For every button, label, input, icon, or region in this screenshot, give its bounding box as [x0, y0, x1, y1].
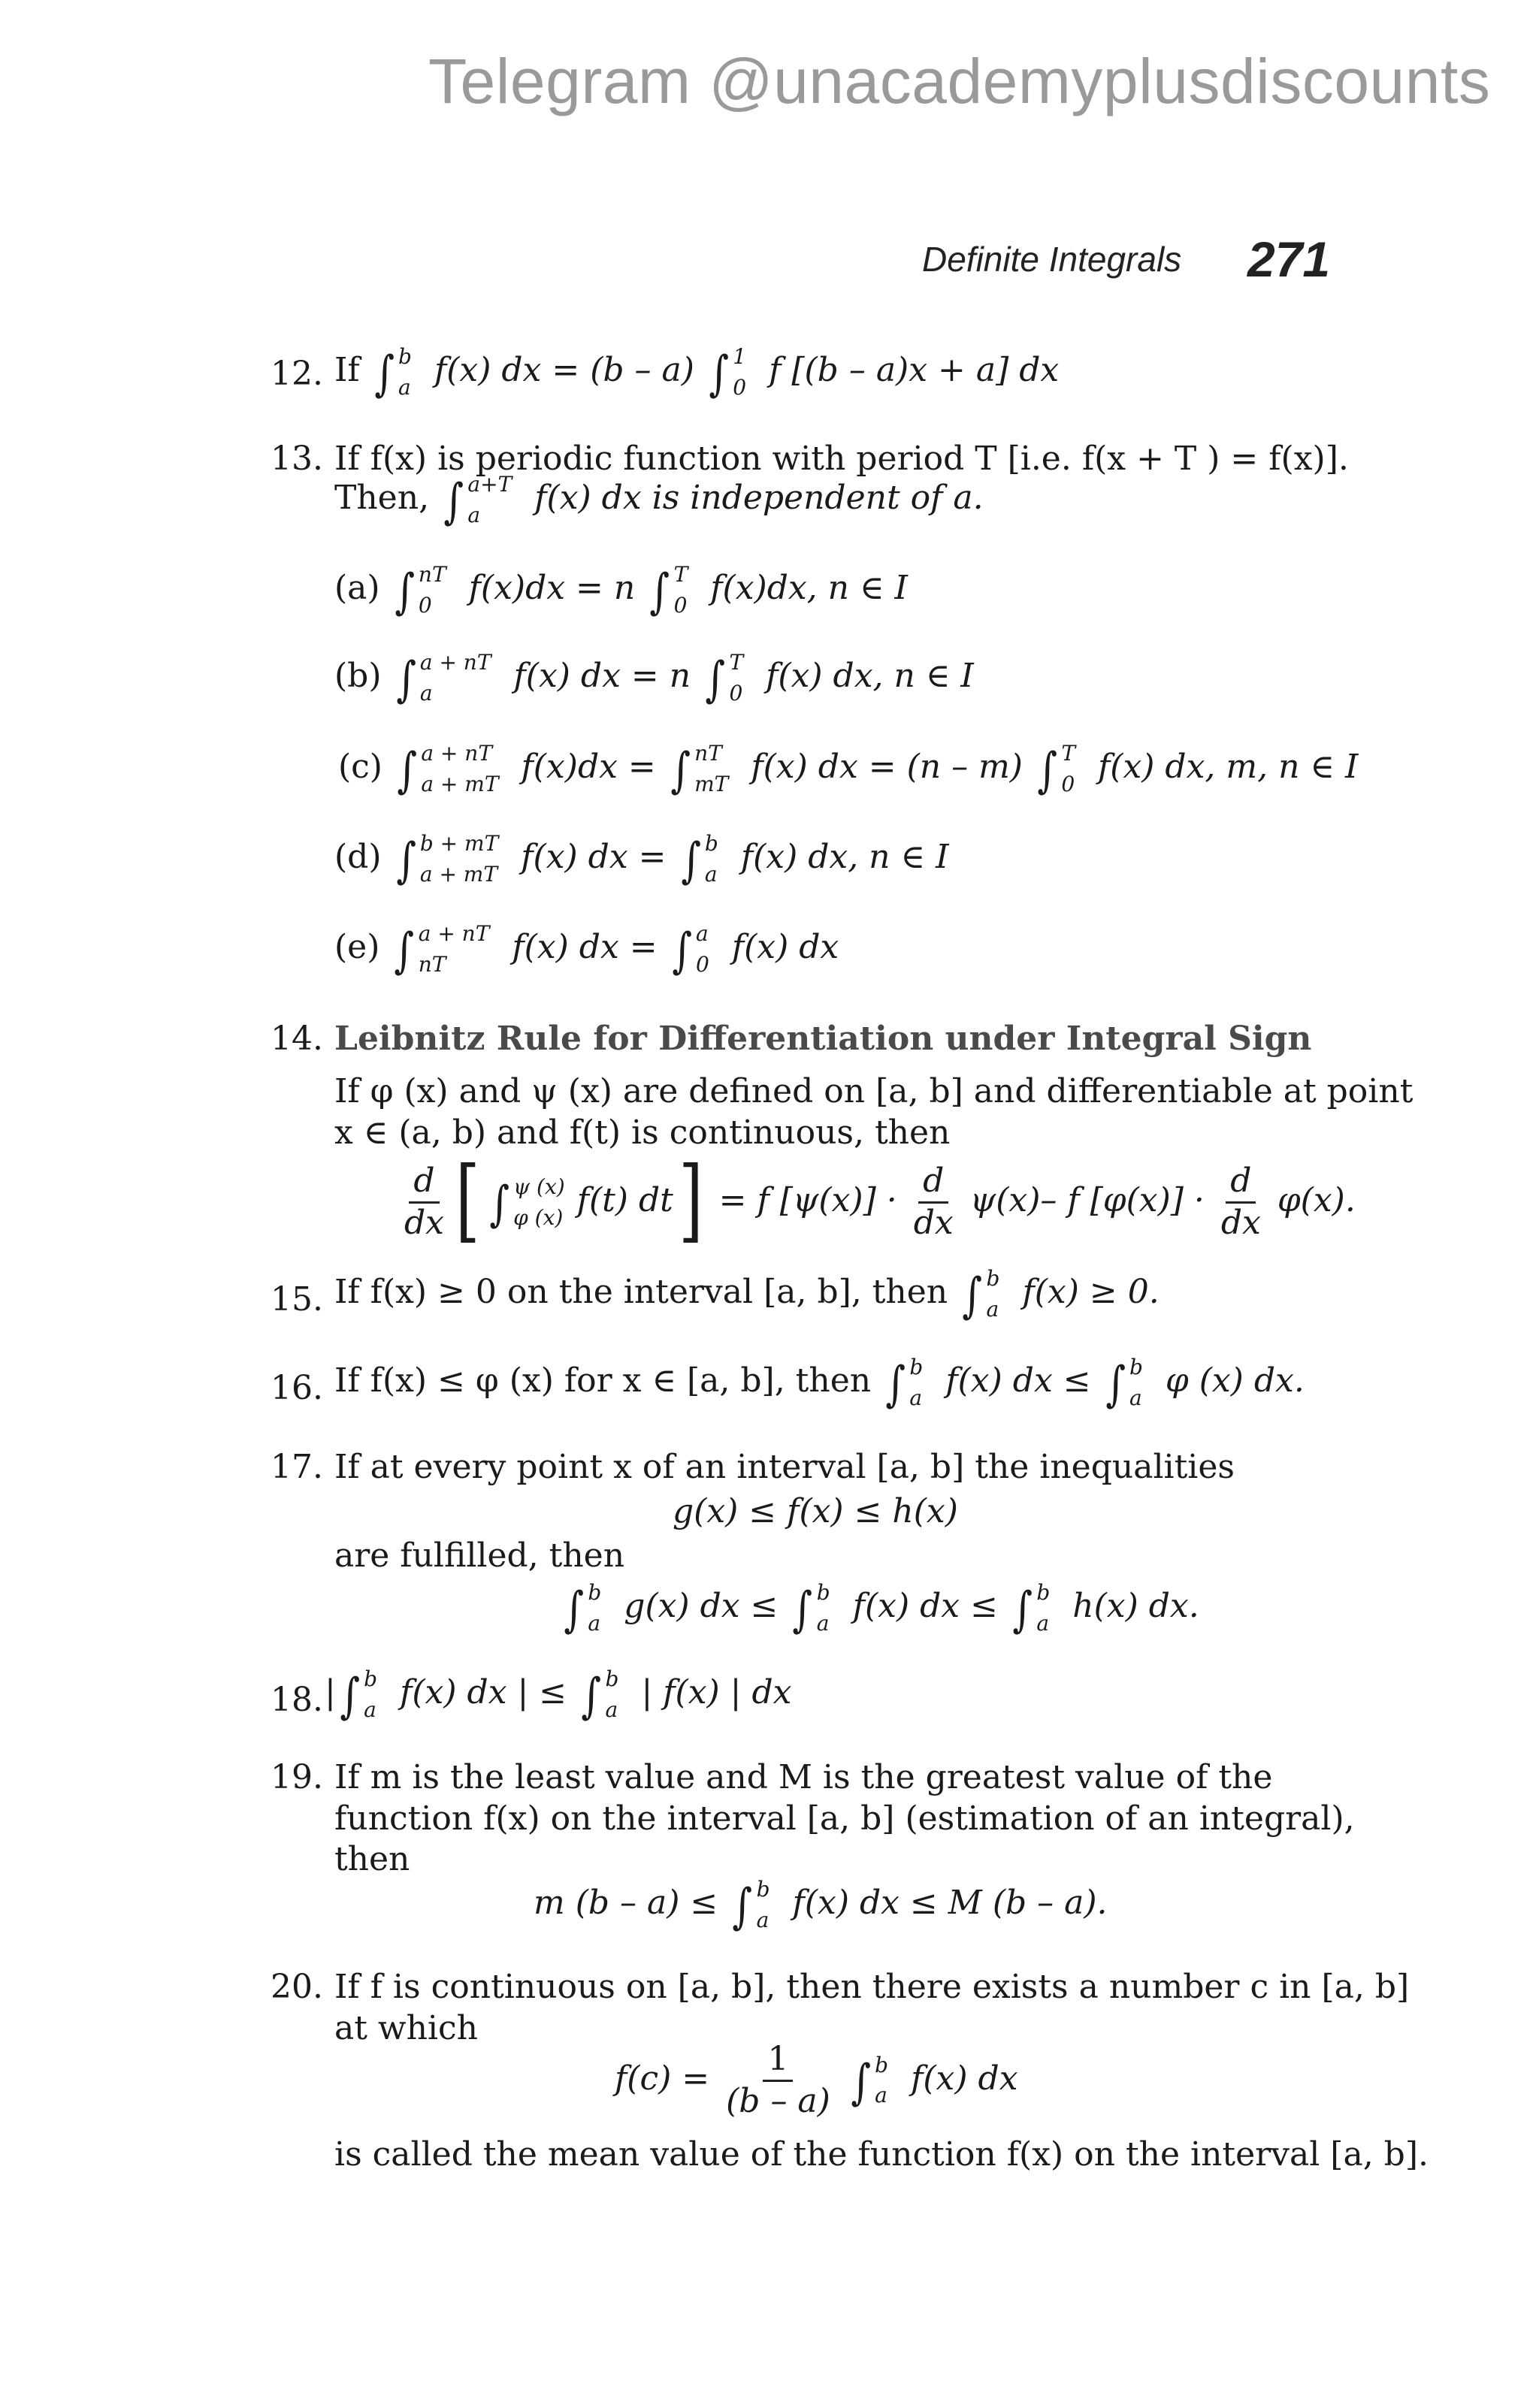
text: f(x) dx =	[512, 928, 658, 967]
limits: b a	[704, 831, 718, 887]
limits: b a	[875, 2052, 889, 2108]
item-17-line2: are fulfilled, then	[334, 1536, 625, 1575]
text: f(x) dx ≤	[945, 1361, 1091, 1400]
integral-sign: ∫	[395, 833, 416, 890]
formula-19	[534, 1875, 1108, 1935]
text: f(x) dx | ≤	[400, 1673, 567, 1712]
text: f(x) dx, n ∈ I	[766, 657, 974, 696]
text: g(x) dx ≤	[624, 1587, 779, 1626]
formula-18	[325, 1664, 791, 1725]
limits: b a	[756, 1877, 770, 1932]
item-number: 15.	[271, 1280, 323, 1319]
limits: nT mT	[694, 741, 729, 796]
limits: a + nT a	[419, 650, 491, 705]
formula-12	[334, 342, 1059, 403]
formula-13d	[334, 829, 948, 890]
fraction: $\frac{d}{dx}$	[1220, 1162, 1261, 1242]
text: If	[334, 351, 360, 390]
item-14-line1: If φ (x) and ψ (x) are defined on [a, b] and differentiable at point	[334, 1072, 1414, 1110]
text: f(x) dx ≤	[852, 1587, 998, 1626]
item-number: 13.	[271, 440, 323, 478]
integral-sign: ∫	[340, 1669, 360, 1725]
limits: b a	[986, 1266, 1000, 1322]
bracket: [	[455, 1148, 480, 1252]
integral-sign: ∫	[374, 346, 395, 403]
integral-sign: ∫	[885, 1357, 906, 1413]
item-number: 19.	[271, 1758, 323, 1796]
integral-sign: ∫	[792, 1582, 813, 1639]
limits: b a	[364, 1666, 378, 1722]
limits: ψ (x) φ (x)	[513, 1174, 565, 1230]
text: m (b – a) ≤	[534, 1884, 718, 1923]
label: (a)	[334, 569, 380, 608]
limits: 1 0	[733, 344, 747, 400]
text: f [(b – a)x + a] dx	[769, 351, 1060, 390]
text: |	[325, 1673, 336, 1712]
integral-sign: ∫	[670, 743, 691, 799]
limits: a + nT nT	[418, 921, 490, 977]
item-number: 12.	[271, 355, 323, 393]
text: f(x) dx =	[521, 838, 667, 877]
integral-sign: ∫	[1105, 1357, 1126, 1413]
item-20-line3: is called the mean value of the function f(x) on the interval [a, b].	[334, 2135, 1429, 2174]
integral-sign: ∫	[1012, 1582, 1033, 1639]
limits: T 0	[673, 562, 688, 618]
integral-sign: ∫	[1037, 743, 1057, 799]
limits: b a	[1036, 1580, 1051, 1636]
formula-15	[334, 1264, 1160, 1325]
item-number: 18.	[271, 1681, 323, 1719]
integral-sign: ∫	[394, 923, 415, 980]
text: f(x)dx =	[521, 748, 656, 787]
formula-13b	[334, 648, 974, 709]
limits: T 0	[729, 650, 744, 705]
text: f(x) dx = n	[513, 657, 691, 696]
text: f(t) dt	[576, 1181, 673, 1219]
item-14-line2: x ∈ (a, b) and f(t) is continuous, then	[334, 1113, 951, 1152]
formula-14	[398, 1148, 1356, 1252]
label: (b)	[334, 657, 382, 696]
fraction: $\frac{d}{dx}$	[913, 1162, 954, 1242]
item-13-line2	[334, 470, 984, 530]
fraction: $\frac{1}{(b - a)}$	[726, 2040, 830, 2120]
limits: b a	[398, 344, 412, 400]
item-13-line1: If f(x) is periodic function with period T [i.e. f(x + T ) = f(x)].	[334, 440, 1349, 478]
limits: b a	[1129, 1355, 1143, 1410]
section-heading: Leibnitz Rule for Differentiation under Integral Sign	[334, 1020, 1312, 1058]
text: φ(x).	[1277, 1181, 1356, 1219]
label: (c)	[338, 748, 382, 787]
text: f(x)dx = n	[468, 569, 636, 608]
formula-13e	[334, 919, 839, 980]
label: (e)	[334, 928, 380, 967]
item-number: 17.	[271, 1448, 323, 1486]
text: f(x) dx, m, n ∈ I	[1098, 748, 1359, 787]
formula-13a	[334, 560, 908, 621]
integral-sign: ∫	[397, 743, 417, 799]
limits: b a	[909, 1355, 924, 1410]
item-20-line1: If f is continuous on [a, b], then there exists a number c in [a, b]	[334, 1968, 1410, 2006]
bracket: ]	[678, 1148, 703, 1252]
text: f(x) dx = (n – m)	[751, 748, 1023, 787]
integral-sign: ∫	[680, 833, 701, 890]
watermark: Telegram @unacademyplusdiscounts	[428, 46, 1491, 116]
text: f(x) dx, n ∈ I	[740, 838, 949, 877]
text: f(x) dx	[911, 2059, 1018, 2098]
limits: a+T a	[467, 472, 512, 527]
formula-17	[560, 1578, 1199, 1639]
text: f(x) ≥ 0.	[1022, 1273, 1160, 1312]
text: f(x) dx ≤ M (b – a).	[792, 1884, 1108, 1923]
integral-sign: ∫	[443, 474, 464, 530]
limits: a + nT a + mT	[421, 741, 499, 796]
item-number: 20.	[271, 1968, 323, 2006]
inequality: g(x) ≤ f(x) ≤ h(x)	[673, 1492, 958, 1530]
limits: a 0	[696, 921, 709, 977]
integral-sign: ∫	[709, 346, 729, 403]
integral-sign: ∫	[705, 652, 726, 709]
limits: nT 0	[418, 562, 446, 618]
text: If f(x) ≤ φ (x) for x ∈ [a, b], then	[334, 1361, 872, 1400]
text: φ (x) dx.	[1165, 1361, 1305, 1400]
integral-sign: ∫	[962, 1268, 983, 1325]
limits: T 0	[1061, 741, 1075, 796]
integral-sign: ∫	[564, 1582, 585, 1639]
item-19-line1: If m is the least value and M is the greatest value of the	[334, 1758, 1273, 1796]
formula-20	[615, 2040, 1018, 2122]
formula-13c	[338, 739, 1358, 799]
text: f(x) dx = (b – a)	[434, 351, 694, 390]
integral-sign: ∫	[732, 1879, 753, 1935]
limits: b + mT a + mT	[419, 831, 499, 887]
text: h(x) dx.	[1072, 1587, 1199, 1626]
integral-sign: ∫	[649, 564, 670, 621]
item-19-line2: function f(x) on the interval [a, b] (estimation of an integral),	[334, 1799, 1355, 1838]
text: If f(x) ≥ 0 on the interval [a, b], then	[334, 1273, 948, 1312]
text: f(x) dx	[731, 928, 839, 967]
integral-sign: ∫	[489, 1177, 509, 1232]
item-17-line1: If at every point x of an interval [a, b] the inequalities	[334, 1448, 1235, 1486]
label: (d)	[334, 838, 382, 877]
item-number: 16.	[271, 1369, 323, 1407]
item-number: 14.	[271, 1020, 323, 1058]
page-number: 271	[1247, 231, 1331, 287]
fraction: $\frac{d}{dx}$	[404, 1162, 444, 1242]
item-20-line2: at which	[334, 2009, 478, 2047]
limits: b a	[605, 1666, 619, 1722]
integral-sign: ∫	[581, 1669, 602, 1725]
text: f(c) =	[615, 2059, 710, 2098]
text: f(x) dx is independent of a.	[534, 479, 984, 518]
text: ψ(x)– f [φ(x)] ·	[969, 1181, 1205, 1219]
integral-sign: ∫	[671, 923, 692, 980]
text: f(x)dx, n ∈ I	[710, 569, 908, 608]
text: | f(x) | dx	[641, 1673, 792, 1712]
integral-sign: ∫	[394, 564, 415, 621]
text: Then,	[334, 479, 430, 518]
integral-sign: ∫	[851, 2054, 871, 2110]
formula-16	[334, 1352, 1305, 1413]
text: = f [ψ(x)] ·	[718, 1181, 897, 1219]
item-19-line3: then	[334, 1840, 410, 1878]
integral-sign: ∫	[395, 652, 416, 709]
limits: b a	[816, 1580, 830, 1636]
running-head: Definite Integrals	[922, 240, 1182, 279]
limits: b a	[588, 1580, 602, 1636]
